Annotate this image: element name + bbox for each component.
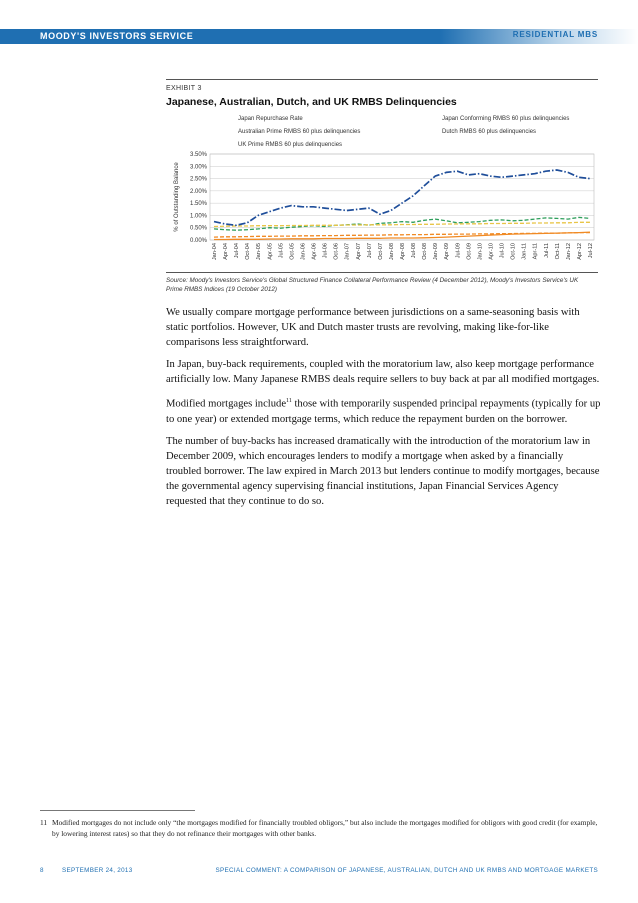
series-line-1 xyxy=(214,233,590,238)
x-tick-label: Apr-10 xyxy=(488,243,495,260)
y-tick-label: 3.00% xyxy=(189,164,207,171)
x-tick-label: Apr-09 xyxy=(444,243,451,260)
legend-label-uk: UK Prime RMBS 60 plus delinquencies xyxy=(238,142,343,148)
paragraph-1: We usually compare mortgage performance between jurisdictions on a same-seasoning basis with static portfolios. However, UK and Dutch master trusts are revolving, making like-for-like comparisons less straightforward. xyxy=(166,307,580,348)
x-tick-label: Jan-12 xyxy=(565,243,572,261)
delinquencies-chart xyxy=(166,146,598,274)
x-tick-label: Jan-08 xyxy=(388,243,395,261)
y-axis-title: % of Outstanding Balance xyxy=(174,162,180,232)
y-tick-label: 1.50% xyxy=(189,201,207,208)
footnote-text: Modified mortgages do not include only “the mortgages modified for financially troubled obligors,” but also include the mortgages modified for obligors with good credit (for example, by lowering interest rates) so that they do not refinance their mortgages with other banks. xyxy=(52,818,598,838)
paragraph-2: In Japan, buy-back requirements, coupled with the moratorium law, also keep mortgage performance artificially low. Many Japanese RMBS deals require sellers to buy back at par all modified mortgages. xyxy=(166,359,600,385)
x-tick-label: Oct-09 xyxy=(466,243,473,260)
paragraph-3-start: Modified mortgages include xyxy=(166,398,287,410)
paragraph-3-end: those with temporarily suspended principal repayments (typically for up to one year) or extended mortgage terms, which reduce the repayment burden on the borrower. xyxy=(166,398,601,425)
y-tick-label: 3.50% xyxy=(189,152,207,158)
y-tick-label: 0.00% xyxy=(189,238,207,244)
footer-date: SEPTEMBER 24, 2013 xyxy=(62,867,133,874)
paragraph-4: The number of buy-backs has increased dramatically with the introduction of the moratorium law in December 2009, which encourages lenders to modify a mortgage when asked by a financially troubled borrower. The law expired in March 2013 but lenders continue to modify mortgages, because the governmental agency supervising financial institutions, Japan Financial Services Agency requested that they continue to do so. xyxy=(166,435,600,507)
y-tick-label: 0.50% xyxy=(189,225,207,232)
x-tick-label: Jan-05 xyxy=(256,243,263,261)
x-tick-label: Jan-09 xyxy=(433,243,440,261)
footnote-ref[interactable]: 11 xyxy=(286,398,292,404)
y-tick-label: 1.00% xyxy=(189,213,207,220)
x-tick-label: Jul-09 xyxy=(455,243,462,259)
x-tick-label: Jan-04 xyxy=(212,243,218,261)
x-tick-label: Jul-05 xyxy=(278,243,285,259)
series-line-3 xyxy=(214,222,590,226)
x-tick-label: Jul-08 xyxy=(411,243,418,259)
footnote-number: 11 xyxy=(40,818,48,827)
x-tick-label: Jan-06 xyxy=(300,243,307,261)
exhibit-number: EXHIBIT 3 xyxy=(166,85,202,92)
x-tick-label: Apr-06 xyxy=(311,243,318,260)
body-text xyxy=(166,305,601,516)
x-tick-label: Jul-10 xyxy=(499,243,506,259)
exhibit-bottom-rule xyxy=(166,272,598,273)
x-tick-label: Jul-07 xyxy=(366,243,373,259)
y-tick-label: 2.00% xyxy=(189,188,207,195)
x-tick-label: Oct-04 xyxy=(245,243,252,260)
x-tick-label: Apr-12 xyxy=(576,243,583,260)
exhibit-source: Source: Moody's Investors Service's Global Structured Finance Collateral Performance Review (4 December 2012), Moody's Investors Service's UK Prime RMBS Indices (19 October 2012) xyxy=(166,277,579,293)
x-tick-label: Jan-11 xyxy=(521,243,528,260)
paragraph-3 xyxy=(166,394,601,427)
legend-label-australian: Australian Prime RMBS 60 plus delinquencies xyxy=(238,129,361,135)
exhibit-title: Japanese, Australian, Dutch, and UK RMBS Delinquencies xyxy=(166,96,457,108)
footnote-rule xyxy=(40,810,195,811)
footer-title: SPECIAL COMMENT: A COMPARISON OF JAPANESE, AUSTRALIAN, DUTCH AND UK RMBS AND MORTGAGE MARKETS xyxy=(215,867,598,874)
page-number: 8 xyxy=(40,867,44,874)
exhibit-top-rule xyxy=(166,79,598,80)
x-tick-label: Apr-04 xyxy=(223,243,230,260)
x-tick-label: Apr-08 xyxy=(400,243,406,260)
y-tick-label: 2.50% xyxy=(189,176,207,183)
footnote xyxy=(40,817,600,839)
x-tick-label: Jul-04 xyxy=(234,243,241,259)
x-tick-label: Apr-11 xyxy=(532,243,539,260)
legend-label-japan-conforming: Japan Conforming RMBS 60 plus delinquencies xyxy=(442,116,570,122)
legend-label-dutch: Dutch RMBS 60 plus delinquencies xyxy=(442,129,537,135)
legend-label-japan-repurchase: Japan Repurchase Rate xyxy=(238,116,303,122)
x-tick-label: Oct-05 xyxy=(289,243,296,260)
section-label: RESIDENTIAL MBS xyxy=(512,30,598,39)
x-tick-label: Jul-11 xyxy=(543,243,550,258)
brand-name: MOODY'S INVESTORS SERVICE xyxy=(40,31,194,41)
x-tick-label: Jan-10 xyxy=(477,243,484,261)
x-tick-label: Jul-06 xyxy=(322,243,329,259)
x-tick-label: Oct-06 xyxy=(333,243,340,260)
x-tick-label: Oct-11 xyxy=(554,243,561,260)
x-tick-label: Oct-10 xyxy=(510,243,517,260)
x-tick-label: Oct-08 xyxy=(422,243,429,260)
x-tick-label: Jan-07 xyxy=(344,243,351,261)
series-line-2 xyxy=(214,217,590,230)
x-tick-label: Oct-07 xyxy=(377,243,384,260)
x-tick-label: Jul-12 xyxy=(588,243,594,259)
plot-frame xyxy=(210,154,594,240)
x-tick-label: Apr-07 xyxy=(355,243,362,260)
x-tick-label: Apr-05 xyxy=(267,243,274,260)
